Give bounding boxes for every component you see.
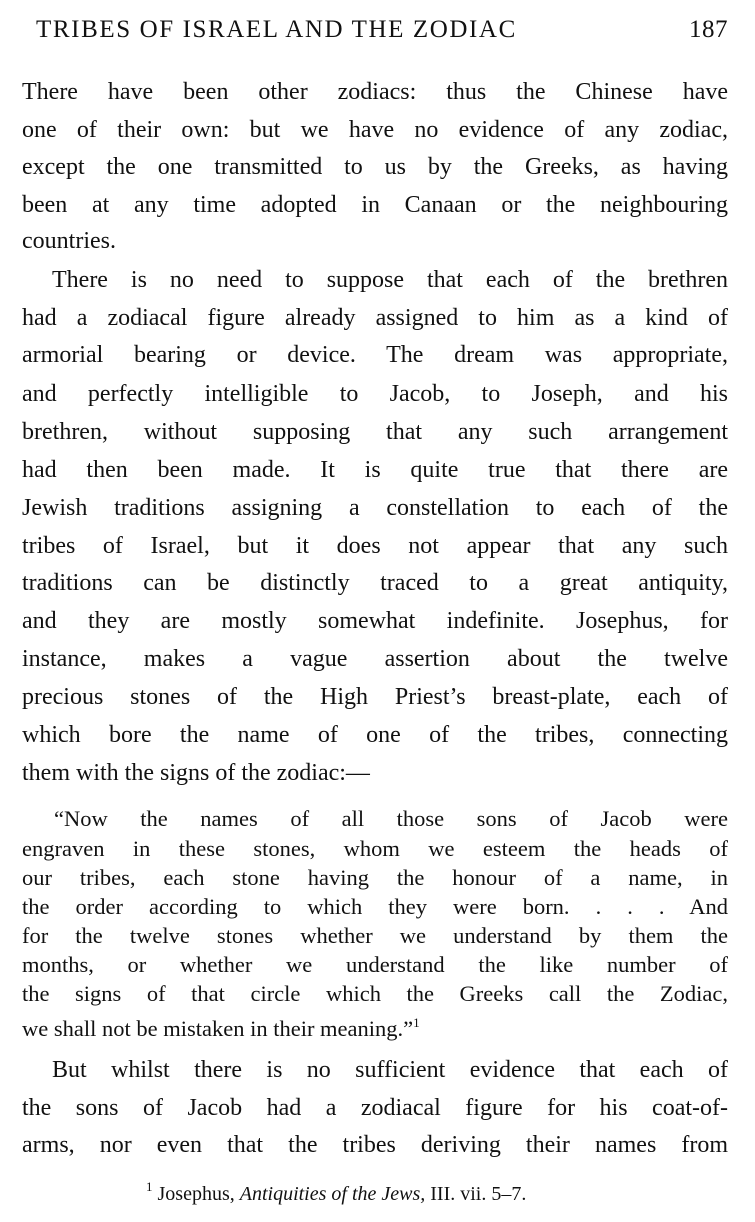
quote-line: our tribes, each stone having the honour of a name, in <box>22 865 728 890</box>
text-line: There have been other zodiacs: thus the Chinese have <box>22 79 728 105</box>
footnote-reference-text: III. vii. 5–7. <box>430 1183 527 1205</box>
footnote-marker: 1 <box>146 1179 153 1194</box>
text-line: the sons of Jacob had a zodiacal figure for his coat-of- <box>22 1095 728 1121</box>
quote-line: the order according to which they were born. . . . And <box>22 894 728 919</box>
text-line: arms, nor even that the tribes deriving their names from <box>22 1132 728 1158</box>
quote-last-text: we shall not be mistaken in their meaning.” <box>22 1016 414 1041</box>
quote-line <box>22 1010 728 1042</box>
text-line: and they are mostly somewhat indefinite. Josephus, for <box>22 608 728 634</box>
page-number: 187 <box>689 16 728 43</box>
text-line: instance, makes a vague assertion about the twelve <box>22 646 728 672</box>
text-line: one of their own: but we have no evidence of any zodiac, <box>22 117 728 143</box>
text-line: been at any time adopted in Canaan or the neighbouring <box>22 192 728 218</box>
text-line: had a zodiacal figure already assigned to him as a kind of <box>22 305 728 331</box>
text-line: armorial bearing or device. The dream was appropriate, <box>22 342 728 368</box>
quote-line: for the twelve stones whether we understand by them the <box>22 923 728 948</box>
quote-line: the signs of that circle which the Greeks call the Zodiac, <box>22 981 728 1006</box>
running-title: TRIBES OF ISRAEL AND THE ZODIAC <box>36 16 517 43</box>
footnote-author: Josephus, <box>157 1183 235 1205</box>
text-line: But whilst there is no sufficient evidence that each of <box>52 1057 728 1083</box>
text-line: countries. <box>22 228 116 254</box>
quote-line: engraven in these stones, whom we esteem the heads of <box>22 836 728 861</box>
footnote-reference[interactable]: 1 <box>413 1015 420 1030</box>
text-line: tribes of Israel, but it does not appear that any such <box>22 533 728 559</box>
text-line: and perfectly intelligible to Jacob, to Joseph, and his <box>22 381 728 407</box>
text-line: had then been made. It is quite true that there are <box>22 457 728 483</box>
quote-line: months, or whether we understand the like number of <box>22 952 728 977</box>
text-line: There is no need to suppose that each of the brethren <box>52 267 728 293</box>
text-line: which bore the name of one of the tribes, connecting <box>22 722 728 748</box>
footnote <box>146 1175 526 1206</box>
text-line: them with the signs of the zodiac:— <box>22 760 370 786</box>
text-line: Jewish traditions assigning a constellation to each of the <box>22 495 728 521</box>
quote-line: “Now the names of all those sons of Jacob were <box>54 806 728 831</box>
footnote-work: Antiquities of the Jews, <box>239 1183 426 1205</box>
text-line: except the one transmitted to us by the Greeks, as having <box>22 154 728 180</box>
running-header <box>36 16 728 52</box>
text-line: brethren, without supposing that any such arrangement <box>22 419 728 445</box>
text-line: traditions can be distinctly traced to a great antiquity, <box>22 570 728 596</box>
text-line: precious stones of the High Priest’s breast-plate, each of <box>22 684 728 710</box>
